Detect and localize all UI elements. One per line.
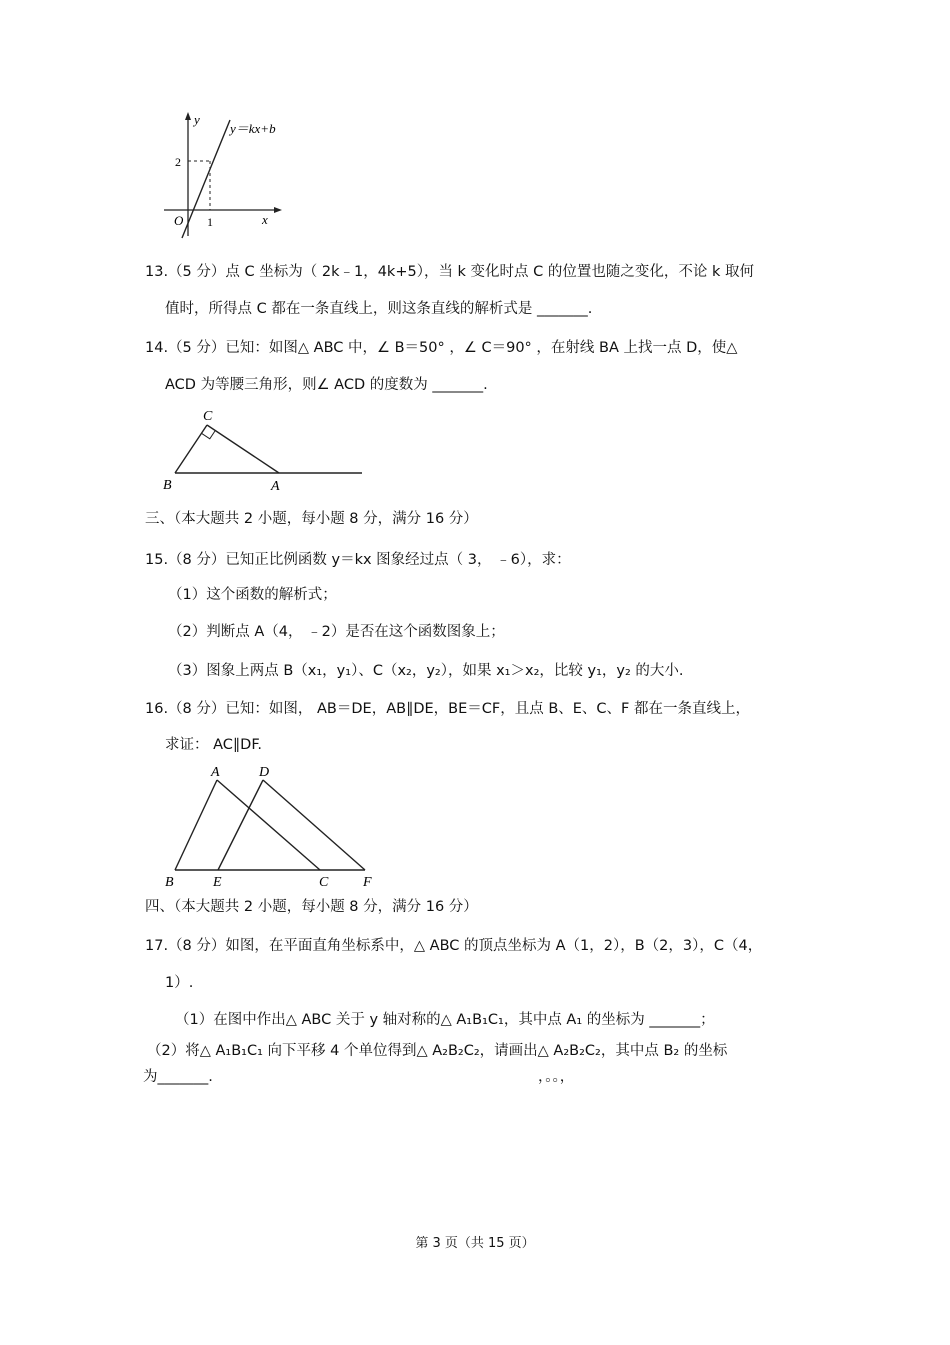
q17-part1: （1）在图中作出△ ABC 关于 y 轴对称的△ A₁B₁C₁，其中点 A₁ 的坐标为 _______； <box>175 1012 715 1028</box>
section-4-heading: 四、（本大题共 2 小题，每小题 8 分，满分 16 分） <box>145 899 478 915</box>
q17-tail-marks: ，。。， <box>538 1069 575 1085</box>
section-3-heading: 三、（本大题共 2 小题，每小题 8 分，满分 16 分） <box>145 511 478 527</box>
q17-line1: 17.（8 分）如图，在平面直角坐标系中，△ ABC 的顶点坐标为 A（1，2），B（2，3），C（4， <box>145 938 763 954</box>
q16-line2: 求证： AC∥DF. <box>165 737 262 753</box>
fig14-label-c: C <box>203 409 213 424</box>
fig16-label-d: D <box>259 765 270 780</box>
q15-part3: （3）图象上两点 B（x₁，y₁）、C（x₂，y₂），如果 x₁＞x₂，比较 y₁，y₂ 的大小. <box>168 663 684 679</box>
q15-part2: （2）判断点 A（4， ﹣2）是否在这个函数图象上； <box>168 624 505 640</box>
q17-part2: （2）将△ A₁B₁C₁ 向下平移 4 个单位得到△ A₂B₂C₂，请画出△ A₂B₂C₂，其中点 B₂ 的坐标 <box>147 1043 728 1059</box>
graph-y-label: y <box>194 112 200 127</box>
triangle-abc-figure <box>155 403 370 495</box>
fig14-label-b: B <box>163 478 172 493</box>
fig14-label-a: A <box>271 479 280 494</box>
fig16-label-b: B <box>165 875 174 890</box>
q15-line1: 15.（8 分）已知正比例函数 y＝kx 图象经过点（ 3， ﹣6），求： <box>145 552 571 568</box>
q17-line2: 1）. <box>165 975 194 991</box>
fig16-label-f: F <box>363 875 372 890</box>
q13-line1: 13.（5 分）点 C 坐标为（ 2k﹣1，4k+5），当 k 变化时点 C 的位置也随之变化，不论 k 取何 <box>145 264 755 280</box>
page-number-text: 第 3 页（共 15 页） <box>415 1236 535 1251</box>
fig16-label-a: A <box>211 765 220 780</box>
graph-x-label: x <box>262 212 268 227</box>
q16-line1: 16.（8 分）已知：如图， AB＝DE，AB∥DE，BE＝CF，且点 B、E、C、F 都在一条直线上， <box>145 701 751 717</box>
q14-line2: ACD 为等腰三角形，则∠ ACD 的度数为 _______. <box>165 377 488 393</box>
graph-x-tick: 1 <box>207 215 213 229</box>
q15-part1: （1）这个函数的解析式； <box>168 587 337 603</box>
q13-line2: 值时，所得点 C 都在一条直线上，则这条直线的解析式是 _______. <box>165 301 593 317</box>
graph-origin-label: O <box>174 213 184 228</box>
q17-part3: 为_______. <box>143 1069 213 1085</box>
q14-line1: 14.（5 分）已知：如图△ ABC 中，∠ B＝50° ，∠ C＝90° ，在射线 BA 上找一点 D，使△ <box>145 340 738 356</box>
page-footer <box>0 1232 950 1251</box>
graph-equation-label: y＝kx+b <box>230 121 276 136</box>
triangles-abcdef-figure <box>155 762 390 890</box>
fig16-label-c: C <box>319 875 329 890</box>
line-graph-figure <box>158 110 298 240</box>
graph-y-tick: 2 <box>175 155 181 169</box>
fig16-label-e: E <box>213 875 222 890</box>
